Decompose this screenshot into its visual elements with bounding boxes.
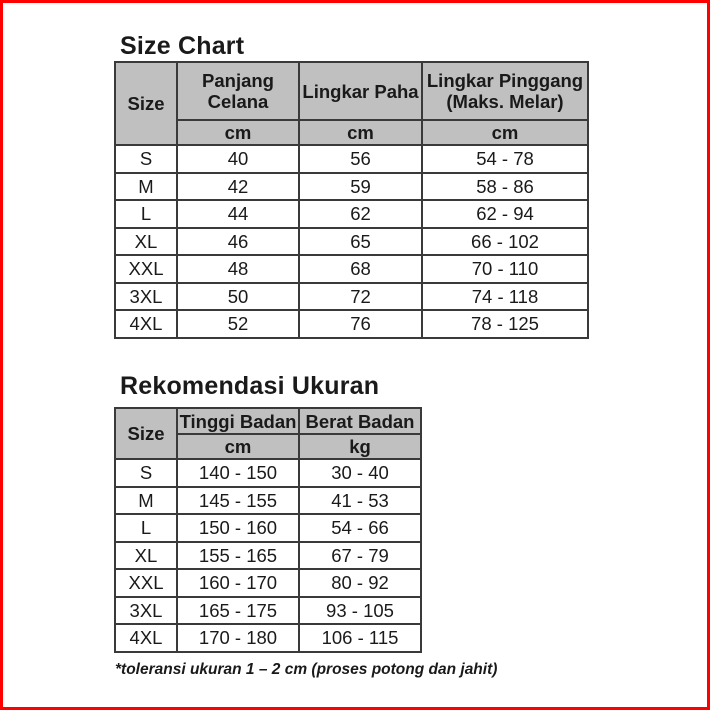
value-cell: 165 - 175 <box>177 597 299 625</box>
header-tinggi-badan: Tinggi Badan <box>177 408 299 434</box>
size-cell: XXL <box>115 569 177 597</box>
table-row <box>115 624 421 652</box>
size-cell: XL <box>115 228 177 256</box>
table-row <box>115 283 588 311</box>
table-row <box>115 542 421 570</box>
table-row <box>115 487 421 515</box>
value-cell: 59 <box>299 173 422 201</box>
value-cell: 41 - 53 <box>299 487 421 515</box>
value-cell: 46 <box>177 228 299 256</box>
value-cell: 155 - 165 <box>177 542 299 570</box>
header-size: Size <box>115 408 177 459</box>
unit-cell: kg <box>299 434 421 459</box>
table-row <box>115 145 588 173</box>
size-cell: 4XL <box>115 624 177 652</box>
size-chart-title: Size Chart <box>120 32 245 60</box>
unit-cell: cm <box>177 120 299 145</box>
table-row <box>115 200 588 228</box>
size-chart-header-row <box>115 62 588 120</box>
recommendation-table <box>114 407 422 653</box>
table-row <box>115 255 588 283</box>
value-cell: 160 - 170 <box>177 569 299 597</box>
header-berat-badan: Berat Badan <box>299 408 421 434</box>
size-chart-unit-row <box>115 120 588 145</box>
table-row <box>115 597 421 625</box>
table-row <box>115 228 588 256</box>
unit-cell: cm <box>299 120 422 145</box>
unit-cell: cm <box>177 434 299 459</box>
size-cell: M <box>115 173 177 201</box>
value-cell: 30 - 40 <box>299 459 421 487</box>
size-cell: 3XL <box>115 283 177 311</box>
table-row <box>115 310 588 338</box>
size-cell: L <box>115 514 177 542</box>
value-cell: 48 <box>177 255 299 283</box>
header-lingkar-paha: Lingkar Paha <box>299 62 422 120</box>
value-cell: 150 - 160 <box>177 514 299 542</box>
value-cell: 78 - 125 <box>422 310 588 338</box>
value-cell: 62 <box>299 200 422 228</box>
header-size: Size <box>115 62 177 145</box>
value-cell: 93 - 105 <box>299 597 421 625</box>
value-cell: 76 <box>299 310 422 338</box>
value-cell: 52 <box>177 310 299 338</box>
size-cell: S <box>115 145 177 173</box>
size-chart-table <box>114 61 589 339</box>
value-cell: 62 - 94 <box>422 200 588 228</box>
value-cell: 67 - 79 <box>299 542 421 570</box>
value-cell: 44 <box>177 200 299 228</box>
size-cell: 4XL <box>115 310 177 338</box>
header-lingkar-pinggang: Lingkar Pinggang (Maks. Melar) <box>422 62 588 120</box>
size-cell: XXL <box>115 255 177 283</box>
value-cell: 58 - 86 <box>422 173 588 201</box>
table-row <box>115 569 421 597</box>
value-cell: 74 - 118 <box>422 283 588 311</box>
value-cell: 56 <box>299 145 422 173</box>
value-cell: 42 <box>177 173 299 201</box>
unit-cell: cm <box>422 120 588 145</box>
value-cell: 54 - 66 <box>299 514 421 542</box>
value-cell: 40 <box>177 145 299 173</box>
value-cell: 50 <box>177 283 299 311</box>
header-panjang-celana: Panjang Celana <box>177 62 299 120</box>
recommendation-title: Rekomendasi Ukuran <box>120 372 380 400</box>
table-row <box>115 514 421 542</box>
size-cell: S <box>115 459 177 487</box>
value-cell: 145 - 155 <box>177 487 299 515</box>
size-cell: 3XL <box>115 597 177 625</box>
value-cell: 80 - 92 <box>299 569 421 597</box>
value-cell: 170 - 180 <box>177 624 299 652</box>
table-row <box>115 173 588 201</box>
value-cell: 140 - 150 <box>177 459 299 487</box>
value-cell: 66 - 102 <box>422 228 588 256</box>
table-row <box>115 459 421 487</box>
value-cell: 70 - 110 <box>422 255 588 283</box>
value-cell: 54 - 78 <box>422 145 588 173</box>
value-cell: 65 <box>299 228 422 256</box>
size-cell: M <box>115 487 177 515</box>
value-cell: 68 <box>299 255 422 283</box>
tolerance-footnote: *toleransi ukuran 1 – 2 cm (proses potong dan jahit) <box>115 661 498 678</box>
size-cell: L <box>115 200 177 228</box>
value-cell: 106 - 115 <box>299 624 421 652</box>
value-cell: 72 <box>299 283 422 311</box>
size-cell: XL <box>115 542 177 570</box>
recommendation-header-row <box>115 408 421 434</box>
